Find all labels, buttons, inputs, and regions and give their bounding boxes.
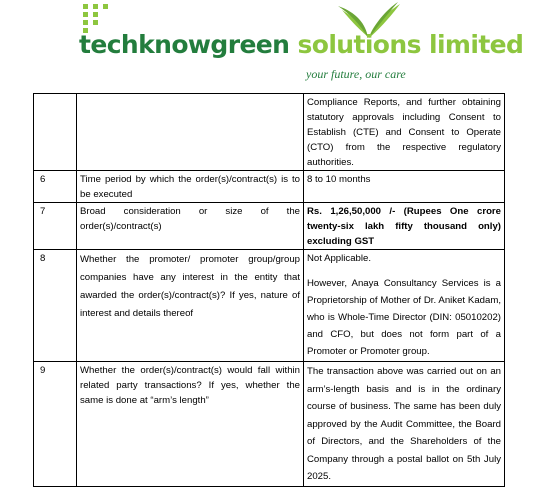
row-particular: Broad consideration or size of the order(s)/contract(s)	[77, 203, 304, 250]
table-row	[34, 171, 505, 203]
table-row	[34, 94, 505, 171]
company-name	[79, 30, 523, 60]
row-detail: 8 to 10 months	[304, 171, 505, 203]
tagline: your future, our care	[306, 67, 406, 81]
letterhead	[0, 0, 554, 90]
company-name-part2: solutions limited	[297, 30, 524, 59]
row-particular	[77, 94, 304, 171]
row-detail: Rs. 1,26,50,000 /- (Rupees One crore twenty-six lakh fifty thousand only) excluding GST	[304, 203, 505, 250]
row-particular: Time period by which the order(s)/contract(s) is to be executed	[77, 171, 304, 203]
row-detail-note: However, Anaya Consultancy Services is a Proprietorship of Mother of Dr. Aniket Kadam, who is Whole-Time Director (DIN: 05010202) and CFO, but does not form part of a Promoter or Promoter group.	[307, 278, 501, 357]
row-number: 7	[34, 203, 77, 250]
row-particular	[77, 250, 304, 362]
disclosure-table	[33, 93, 505, 487]
row-number	[34, 94, 77, 171]
table-row	[34, 250, 505, 362]
row-number: 9	[34, 362, 77, 487]
table-row	[34, 362, 505, 487]
row-detail	[304, 250, 505, 362]
row-detail-status: Not Applicable.	[307, 253, 371, 264]
row-detail: Compliance Reports, and further obtaining statutory approvals including Consent to Establish (CTE) and Consent to Operate (CTO) from the respective regulatory authorities.	[304, 94, 505, 171]
row-detail: The transaction above was carried out on an arm’s-length basis and is in the ordinary course of business. The same has been duly approved by the Audit Committee, the Board of Directors, and the Shareholders of the Company through a postal ballot on 5th July 2025.	[304, 362, 505, 487]
row-particular: Whether the order(s)/contract(s) would fall within related party transactions? If yes, whether the same is done at “arm’s length”	[77, 362, 304, 487]
row-particular-text: Whether the promoter/ promoter group/group companies have any interest in the entity that awarded the order(s)/contract(s)? If yes, nature of interest and details thereof	[80, 254, 300, 319]
row-number: 6	[34, 171, 77, 203]
row-number: 8	[34, 250, 77, 362]
table-row	[34, 203, 505, 250]
company-name-part1: techknowgreen	[79, 30, 290, 59]
